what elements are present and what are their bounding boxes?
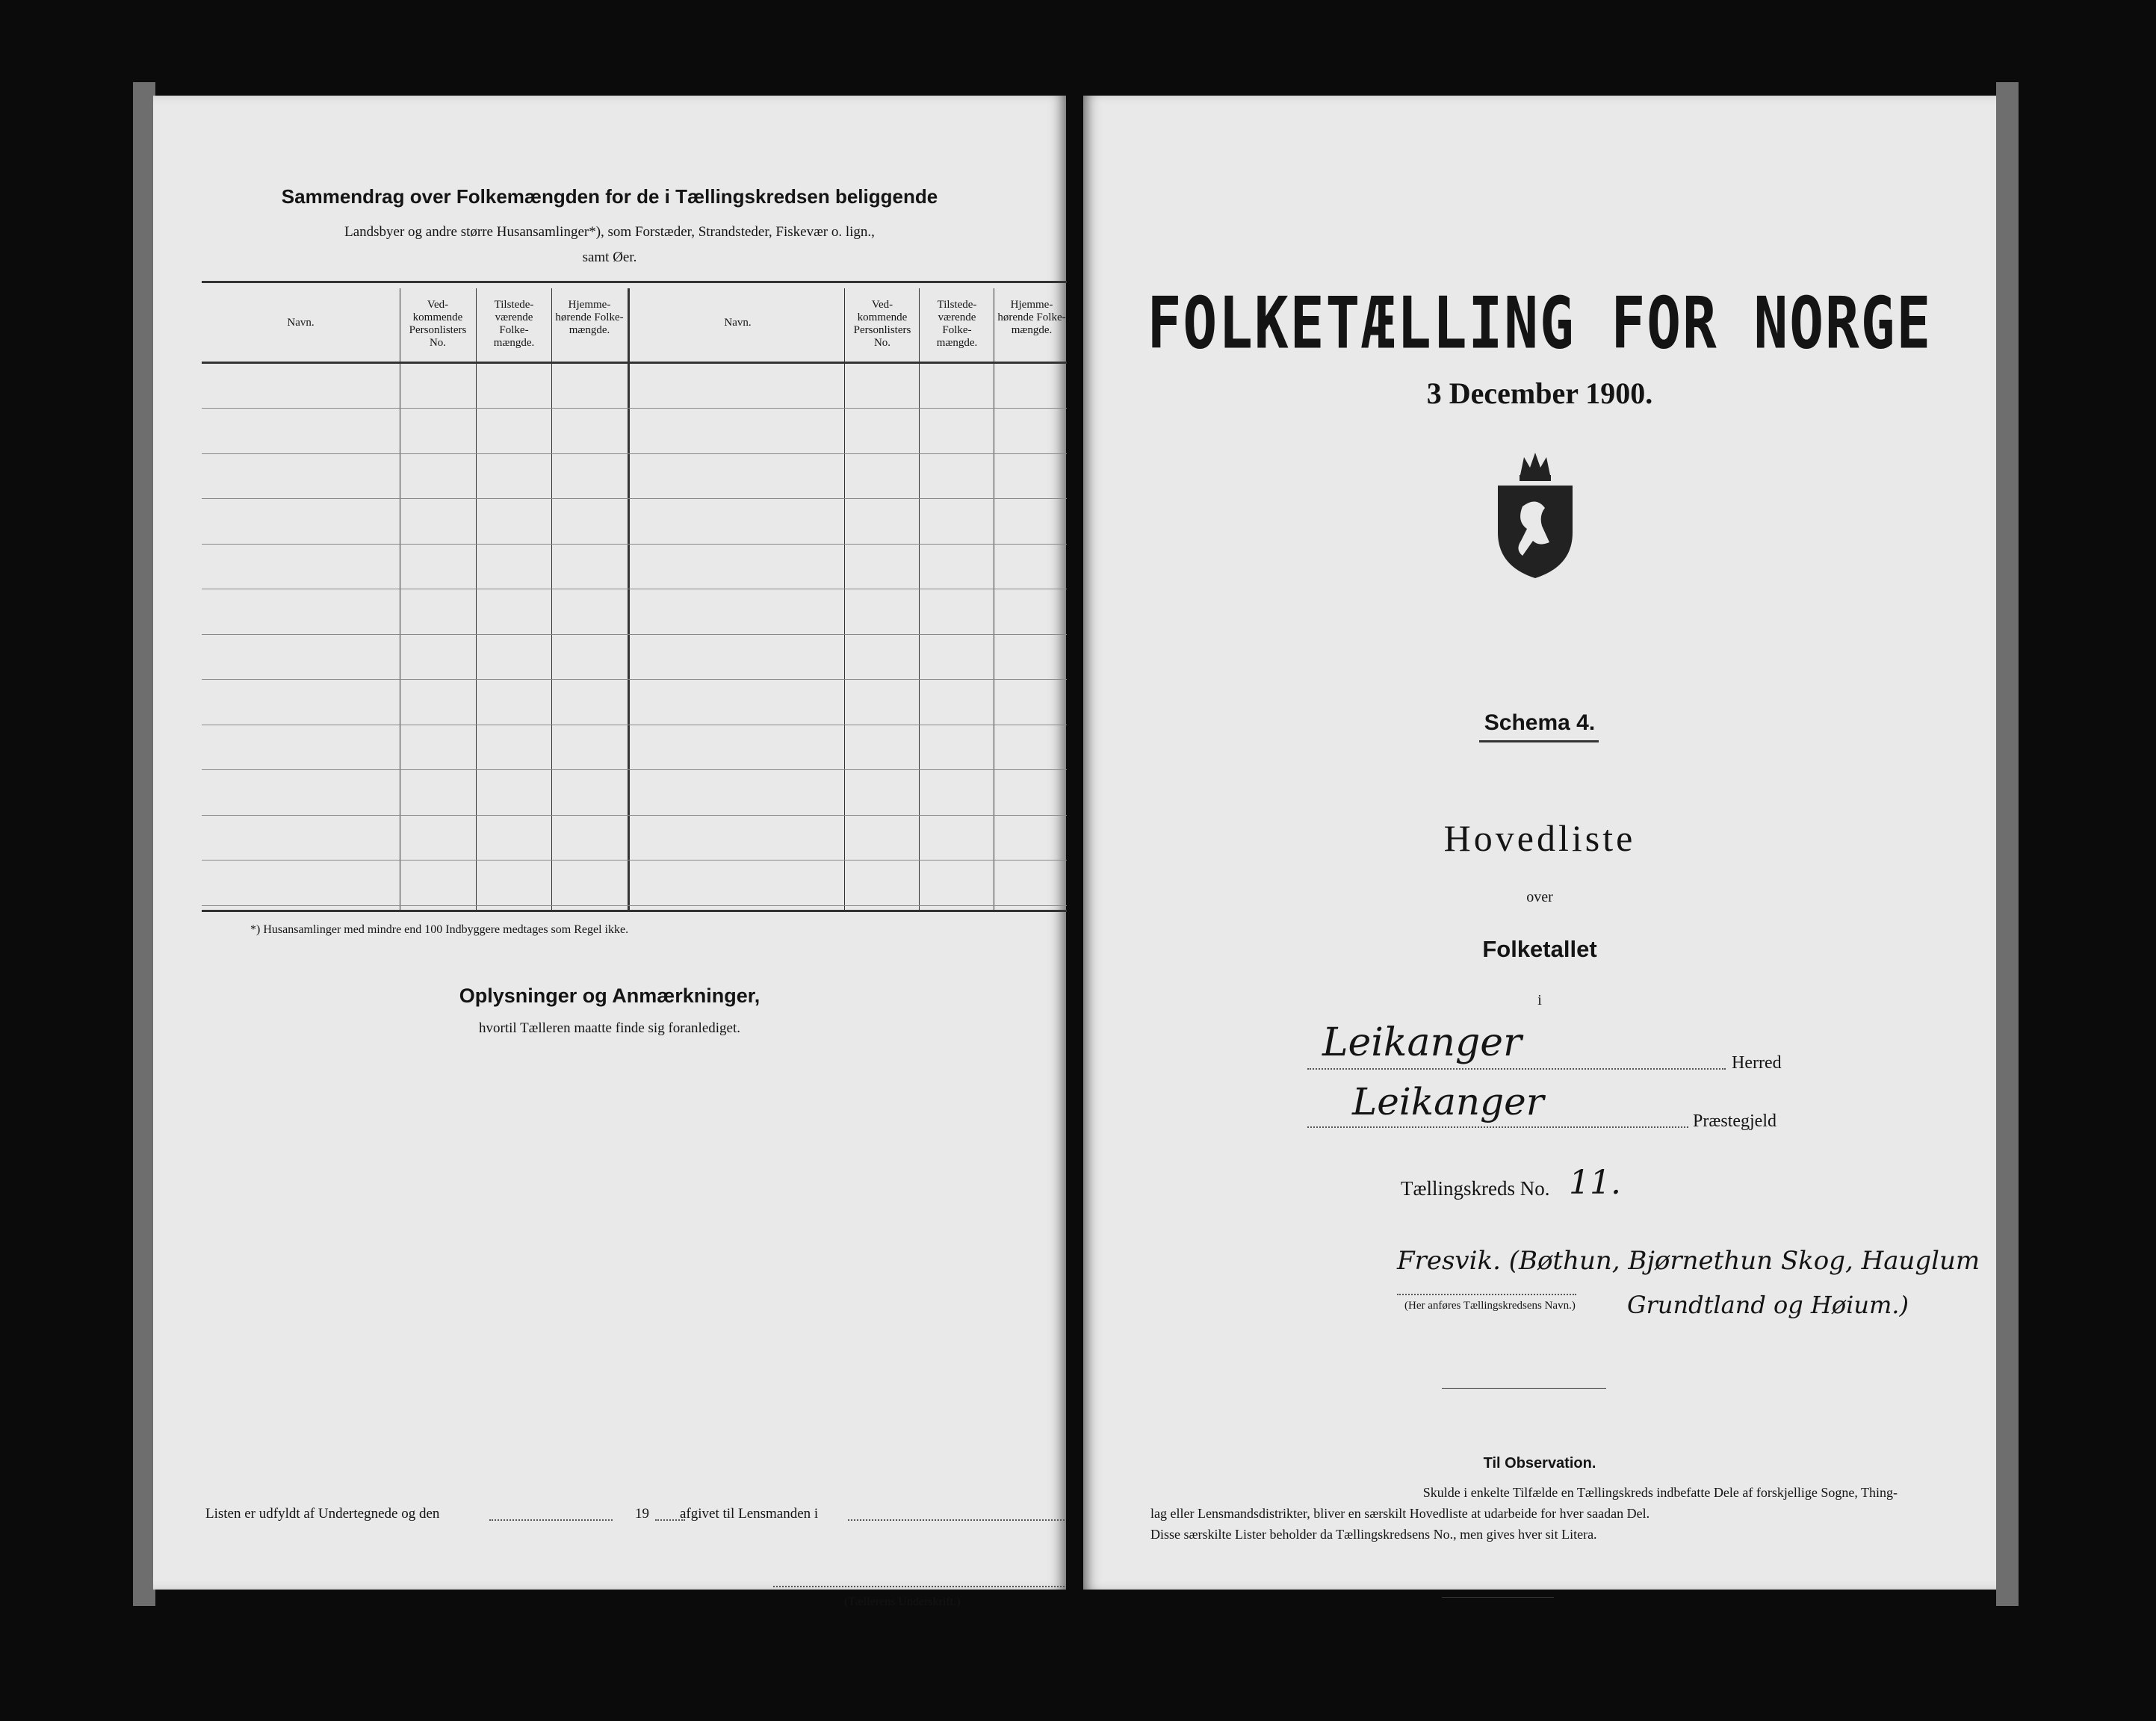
observation-title: Til Observation. [1483, 1455, 1596, 1472]
observation-line-2: lag eller Lensmandsdistrikter, bliver en særskilt Hovedliste at udarbeide for hver saadan Del. [1150, 1506, 1650, 1521]
observation-line-3: Disse særskilte Lister beholder da Tællingskredsens No., men gives hver sit Litera. [1150, 1527, 1597, 1542]
table-row [202, 544, 1067, 545]
col-header-tilstedevaerende-2: Tilstede-værende Folke-mængde. [936, 299, 978, 349]
table-row [202, 408, 1067, 409]
i-label: i [1537, 992, 1542, 1008]
board-edge-left [133, 82, 155, 1606]
signature-text-a: Listen er udfyldt af Undertegnede og den [205, 1506, 440, 1522]
main-heading: Hovedliste [1443, 817, 1636, 859]
summary-title: Sammendrag over Folkemængden for de i Tællingskredsen beliggende [281, 185, 938, 208]
folketallet-label: Folketallet [1482, 936, 1597, 962]
board-edge-right [1996, 82, 2019, 1606]
remarks-subtitle: hvortil Tælleren maatte finde sig foranlediget. [479, 1020, 740, 1036]
col-header-personlister-2: Ved-kommende Personlisters No. [853, 299, 911, 349]
herred-value: Leikanger [1322, 1020, 1522, 1065]
observation-line-1: Skulde i enkelte Tilfælde en Tællingskreds indbefatte Dele af forskjellige Sogne, Thing- [1422, 1485, 1898, 1500]
coat-of-arms-icon [1487, 447, 1584, 581]
table-row [202, 769, 1067, 770]
kreds-name-line2: Grundtland og Høium.) [1627, 1291, 1909, 1319]
table-row [202, 905, 1067, 906]
herred-label: Herred [1732, 1053, 1782, 1073]
col-header-navn-1: Navn. [287, 317, 315, 329]
signature-text-c: afgivet til Lensmanden i [680, 1506, 819, 1522]
census-title: FOLKETÆLLING FOR NORGE [1147, 281, 1933, 365]
signature-text-b: 19 [635, 1506, 649, 1522]
over-label: over [1526, 889, 1553, 905]
schema-label: Schema 4. [1484, 710, 1596, 735]
summary-subtitle-line2: samt Øer. [582, 249, 637, 265]
signature-line [773, 1586, 1065, 1587]
table-row [202, 634, 1067, 635]
table-row [202, 679, 1067, 680]
col-header-tilstedevaerende-1: Tilstede-værende Folke-mængde. [493, 299, 535, 349]
right-page [1083, 96, 1996, 1590]
prestegjeld-label: Præstegjeld [1693, 1111, 1776, 1131]
prestegjeld-value: Leikanger [1352, 1080, 1544, 1123]
summary-subtitle-line1: Landsbyer og andre større Husansamlinger*), som Forstæder, Strandsteder, Fiskevær o. lign., [344, 224, 875, 240]
table-row [202, 453, 1067, 454]
table-row [202, 815, 1067, 816]
left-page [153, 96, 1066, 1608]
table-row [202, 498, 1067, 499]
kreds-name-line1: Fresvik. (Bøthun, Bjørnethun Skog, Hauglum [1397, 1246, 1980, 1276]
kreds-label: Tællingskreds No. [1401, 1177, 1550, 1200]
kreds-value: 11. [1569, 1164, 1621, 1202]
col-header-personlister-1: Ved-kommende Personlisters No. [409, 299, 467, 349]
lensmand-fill-line [848, 1519, 1065, 1521]
col-header-navn-2: Navn. [724, 317, 752, 329]
kreds-name-caption: (Her anføres Tællingskredsens Navn.) [1404, 1300, 1576, 1312]
remarks-title: Oplysninger og Anmærkninger, [459, 984, 761, 1007]
col-header-hjemmehorende-1: Hjemme-hørende Folke-mængde. [555, 299, 624, 336]
col-header-hjemmehorende-2: Hjemme-hørende Folke-mængde. [997, 299, 1066, 336]
date-fill-line [489, 1519, 613, 1521]
signature-caption: (Tællerens Underskrift.) [844, 1596, 961, 1608]
census-date: 3 December 1900. [1426, 376, 1653, 410]
footnote: *) Husansamlinger med mindre end 100 Indbyggere medtages som Regel ikke. [250, 923, 629, 936]
